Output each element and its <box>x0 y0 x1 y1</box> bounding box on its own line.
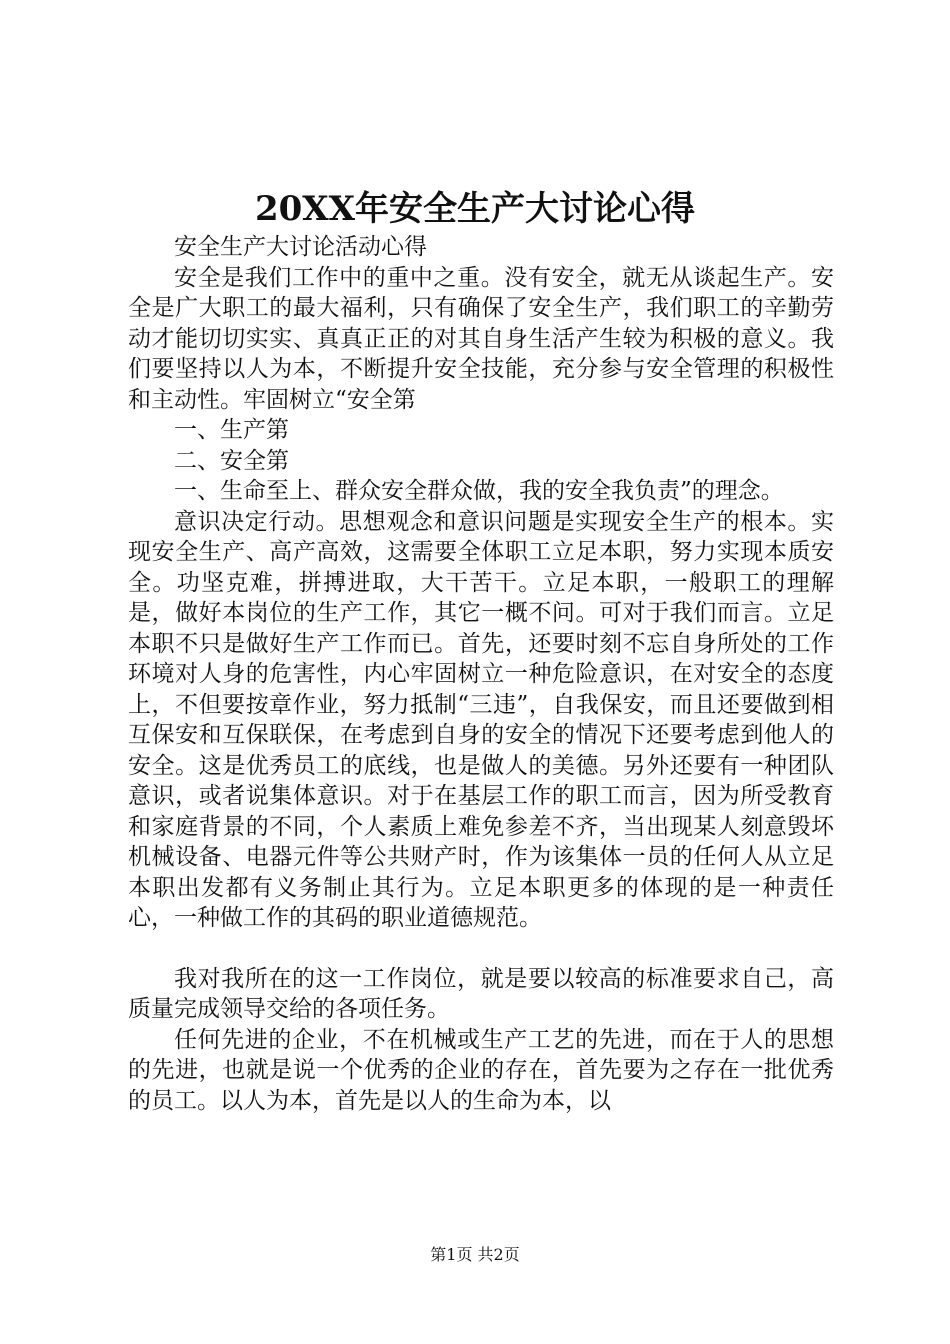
paragraph-heading: 安全生产大讨论活动心得 <box>174 234 427 260</box>
paragraph: 一、生产第 <box>174 417 289 443</box>
document-title: 20XX年安全生产大讨论心得 <box>254 189 696 229</box>
paragraph: 二、安全第 <box>174 447 289 474</box>
paragraph: 我对我所在的这一工作岗位，就是要以较高的标准要求自己，高质量完成领导交给的各项任务。 <box>128 965 834 1022</box>
paragraph: 一、生命至上、群众安全群众做，我的安全我负责”的理念。 <box>174 478 784 504</box>
paragraph: 意识决定行动。思想观念和意识问题是实现安全生产的根本。实现安全生产、高产高效，这需要全体职工立足本职，努力实现本质安全。功坚克难，拼搏进取，大干苦干。立足本职，一般职工的理解是，做好本岗位的生产工作，其它一概不问。可对于我们而言。立足本职不只是做好生产工作而已。首先，还要时刻不忘自身所处的工作环境对人身的危害性，内心牢固树立一种危险意识，在对安全的态度上，不但要按章作业，努力抵制“三违”，自我保安，而且还要做到相互保安和互保联保，在考虑到自身的安全的情况下还要考虑到他人的安全。这是优秀员工的底线，也是做人的美德。另外还要有一种团队意识，或者说集体意识。对于在基层工作的职工而言，因为所受教育和家庭背景的不同，个人素质上难免参差不齐，当出现某人刻意毁坏机械设备、电器元件等公共财产时，作为该集体一员的任何人从立足本职出发都有义务制止其行为。立足本职更多的体现的是一种责任心，一种做工作的其码的职业道德规范。 <box>128 508 834 931</box>
page-footer: 第1页 共2页 <box>430 1245 520 1264</box>
document-body <box>128 232 834 1116</box>
paragraph: 任何先进的企业，不在机械或生产工艺的先进，而在于人的思想的先进，也就是说一个优秀的企业的存在，首先要为之存在一批优秀的员工。以人为本，首先是以人的生命为本，以 <box>128 1026 834 1114</box>
paragraph: 安全是我们工作中的重中之重。没有安全，就无从谈起生产。安全是广大职工的最大福利，只有确保了安全生产，我们职工的辛勤劳动才能切切实实、真真正正的对其自身生活产生较为积极的意义。我们要坚持以人为本，不断提升安全技能，充分参与安全管理的积极性和主动性。牢固树立“安全第 <box>128 264 834 413</box>
